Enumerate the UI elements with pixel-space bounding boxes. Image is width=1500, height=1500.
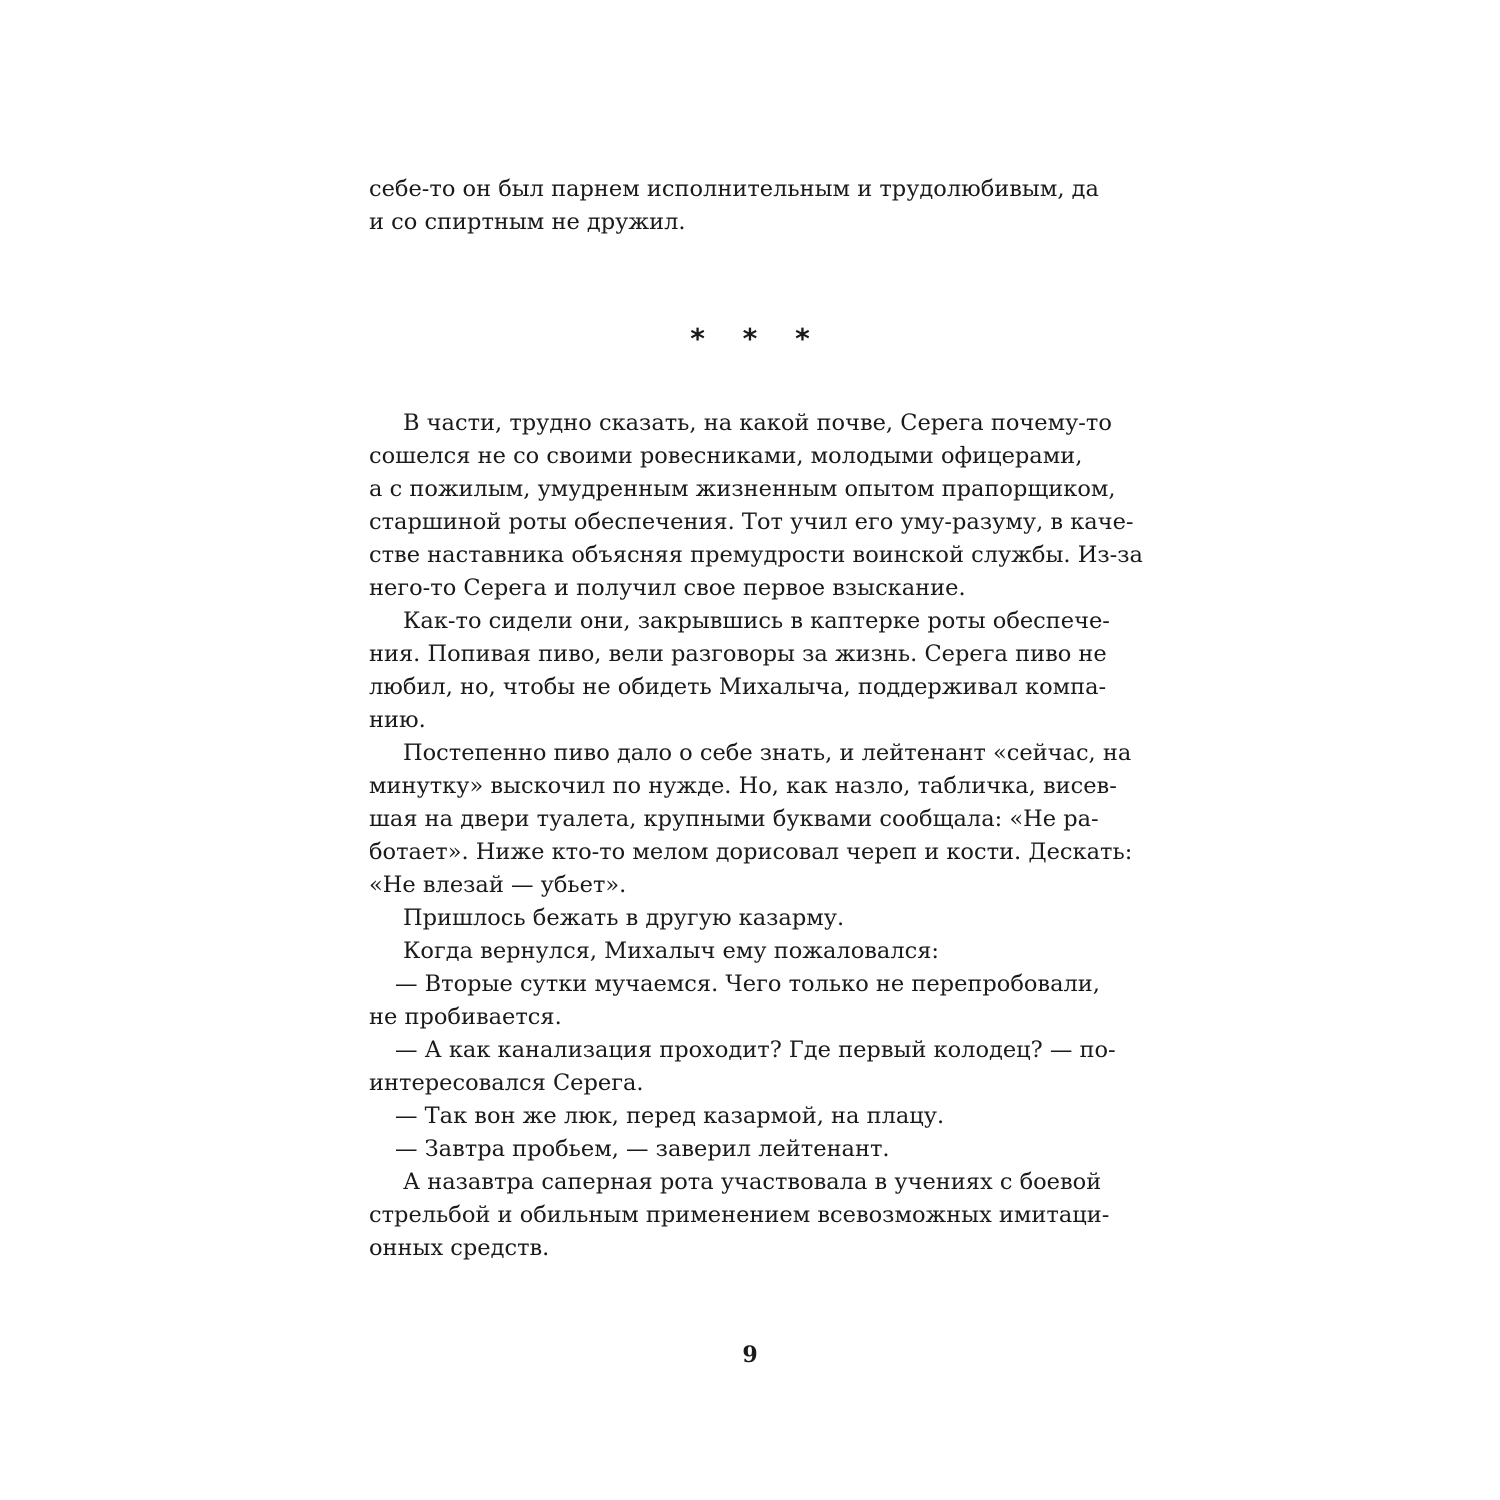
text-line: — Вторые сутки мучаемся. Чего только не перепробовали, xyxy=(395,971,1100,997)
section-separator: * * * xyxy=(690,322,824,355)
text-line: не пробивается. xyxy=(369,1004,562,1030)
text-line: — Так вон же люк, перед казармой, на плацу. xyxy=(395,1103,945,1129)
text-line: нию. xyxy=(369,707,426,733)
text-line: Как-то сидели они, закрывшись в каптерке роты обеспече- xyxy=(403,608,1110,634)
text-line: старшиной роты обеспечения. Тот учил его уму-разуму, в каче- xyxy=(369,509,1134,535)
text-line: — Завтра пробьем, — заверил лейтенант. xyxy=(395,1136,890,1162)
text-line: Постепенно пиво дало о себе знать, и лейтенант «сейчас, на xyxy=(403,740,1132,766)
text-line: любил, но, чтобы не обидеть Михалыча, поддерживал компа- xyxy=(369,674,1107,700)
text-line: и со спиртным не дружил. xyxy=(369,209,686,235)
page-number: 9 xyxy=(742,1342,758,1368)
text-line: себе-то он был парнем исполнительным и трудолюбивым, да xyxy=(369,176,1099,202)
text-line: ния. Попивая пиво, вели разговоры за жизнь. Серега пиво не xyxy=(369,641,1107,667)
text-line: В части, трудно сказать, на какой почве, Серега почему-то xyxy=(403,410,1112,436)
text-line: сошелся не со своими ровесниками, молодыми офицерами, xyxy=(369,443,1083,469)
text-line: «Не влезай — убьет». xyxy=(369,872,627,898)
text-line: стрельбой и обильным применением всевозможных имитаци- xyxy=(369,1202,1110,1228)
text-line: Когда вернулся, Михалыч ему пожаловался: xyxy=(403,938,940,964)
text-line: интересовался Серега. xyxy=(369,1070,644,1096)
text-line: шая на двери туалета, крупными буквами сообщала: «Не ра- xyxy=(369,806,1099,832)
text-line: минутку» выскочил по нужде. Но, как назло, табличка, висев- xyxy=(369,773,1117,799)
top-text-block xyxy=(369,173,1099,239)
text-line: А назавтра саперная рота участвовала в учениях с боевой xyxy=(403,1169,1102,1195)
text-line: а с пожилым, умудренным жизненным опытом прапорщиком, xyxy=(369,476,1116,502)
main-text-block xyxy=(369,407,1143,1265)
text-line: него-то Серега и получил свое первое взыскание. xyxy=(369,575,966,601)
text-line: стве наставника объясняя премудрости воинской службы. Из-за xyxy=(369,542,1143,568)
text-line: Пришлось бежать в другую казарму. xyxy=(403,905,845,931)
text-line: — А как канализация проходит? Где первый колодец? — по- xyxy=(395,1037,1116,1063)
text-line: ботает». Ниже кто-то мелом дорисовал череп и кости. Дескать: xyxy=(369,839,1133,865)
text-line: онных средств. xyxy=(369,1235,550,1261)
